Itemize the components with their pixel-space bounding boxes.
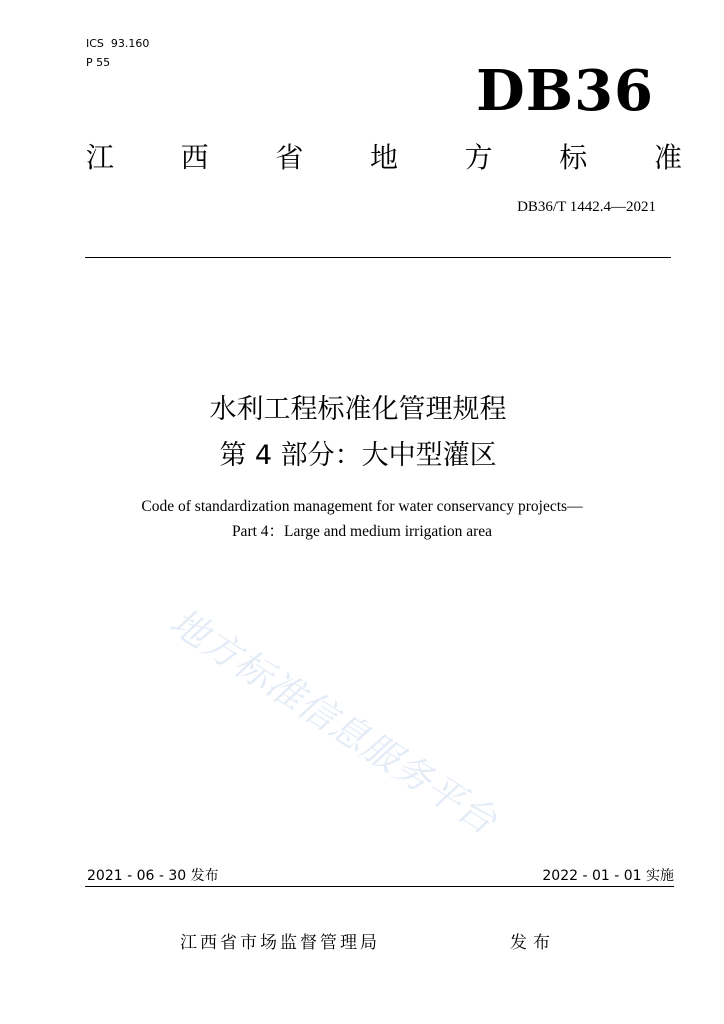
standard-type-heading — [86, 140, 682, 176]
standard-type-char: 准 — [653, 141, 682, 174]
implementation-date: 2022 - 01 - 01 实施 — [542, 868, 674, 884]
standard-number: DB36/T 1442.4—2021 — [517, 199, 656, 215]
standard-type-char: 标 — [559, 141, 588, 174]
issuing-authority: 江西省市场监督管理局 — [180, 933, 380, 953]
header-divider — [85, 257, 671, 258]
standard-type-char: 地 — [369, 141, 398, 174]
ccs-code: P 55 — [86, 56, 111, 69]
standard-type-char: 西 — [180, 141, 209, 174]
watermark: 地方标准信息服务平台 — [162, 600, 505, 844]
chinese-title-line-2: 第 4 部分：大中型灌区 — [219, 440, 497, 471]
footer-divider — [85, 886, 674, 887]
issue-date: 2021 - 06 - 30 发布 — [87, 868, 219, 884]
ics-code: ICS 93.160 — [86, 37, 150, 50]
standard-type-char: 省 — [275, 141, 304, 174]
publish-label: 发布 — [510, 933, 556, 953]
english-title-line-2: Part 4：Large and medium irrigation area — [231, 523, 493, 540]
standard-type-char: 方 — [464, 141, 493, 174]
standard-type-char: 江 — [86, 141, 115, 174]
english-title-line-1: Code of standardization management for water conservancy projects— — [141, 498, 583, 515]
standard-logo: DB36 — [476, 58, 654, 124]
chinese-title-line-1: 水利工程标准化管理规程 — [209, 394, 507, 425]
